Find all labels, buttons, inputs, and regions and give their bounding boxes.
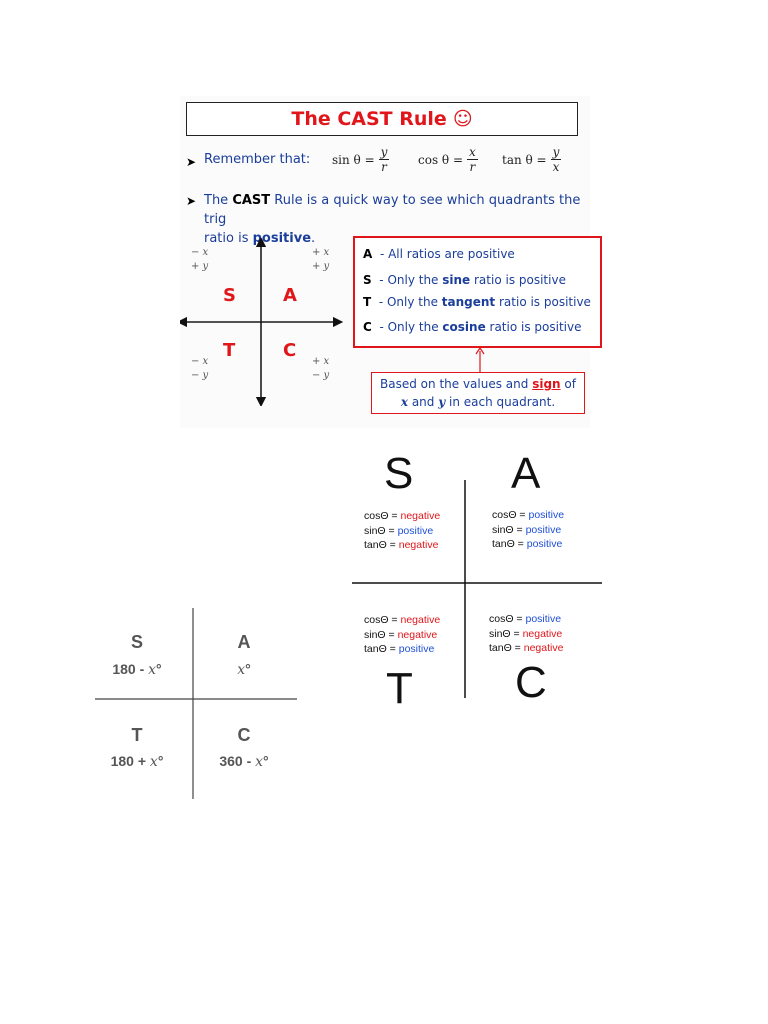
trig-row [489,627,563,642]
tan-formula [502,145,561,174]
remember-label: Remember that: [204,152,311,167]
desc-line2-pre: ratio is [204,231,253,246]
ratio-text-post: ratio is positive [485,320,582,334]
cos-denominator: r [469,160,476,174]
sign-note-x: x [400,395,408,409]
q2-coords [191,246,208,274]
trig-value: negative [397,628,438,641]
angle-var: x [237,662,246,678]
trig-row [489,612,563,627]
trig-value: negative [523,642,564,654]
sign-note-y: y [438,395,446,409]
left-letter-t: T [131,725,143,745]
sign-note-line-1 [372,375,584,393]
trig-row [492,523,564,538]
tan-lhs: tan θ = [502,152,547,167]
desc-positive-bold: positive [252,231,312,246]
trig-fn: tanΘ = [492,538,527,550]
quadrant-c-values [489,612,563,656]
q1-x: + x [312,247,330,258]
quadrant-letter-t: T [223,340,236,361]
ratio-text-pre: - Only the [379,320,443,334]
ratio-letter: C [363,320,372,334]
ratio-row-c [363,320,581,334]
angle-post: ° [156,661,162,677]
trig-row [364,509,440,524]
quadrant-letter-c: C [283,340,297,361]
angle-a [199,661,289,678]
desc-mid: Rule is a quick way to see which quadrants the trig [204,193,581,227]
trig-fn: sinΘ = [364,628,398,641]
trig-row [489,641,563,656]
ratio-text-post: ratio is positive [470,273,566,287]
sin-formula [332,145,389,174]
left-letter-c: C [237,725,251,745]
right-letter-a: A [511,449,541,498]
trig-value: positive [397,524,434,537]
angle-c [199,753,289,770]
trig-value: negative [400,510,441,522]
smiley-icon: ☺ [452,108,473,130]
bullet-arrow-icon-2: ➤ [186,194,197,208]
trig-value: negative [522,627,563,640]
angle-pre: 180 - [112,661,149,677]
angle-var: x [148,662,157,678]
sign-note-box [371,372,585,414]
angle-pre: 360 - [219,753,256,769]
quadrant-s-values [364,509,440,553]
q4-y: − y [312,370,330,381]
ratio-row-s [363,273,566,287]
cos-lhs: cos θ = [418,152,464,167]
trig-fn: cosΘ = [492,509,529,521]
trig-value: negative [400,614,441,626]
trig-fn: cosΘ = [364,614,401,626]
sign-note-pre: Based on the values and [380,377,533,391]
desc-pre: The [204,193,233,208]
angle-pre: 180 + [110,753,150,769]
ratio-letter: A [363,247,373,261]
page-title: The CAST Rule [291,108,447,130]
tan-denominator: x [552,160,560,174]
trig-row [364,642,440,657]
bullet-arrow-icon: ➤ [186,155,197,169]
desc-cast-bold: CAST [232,193,271,208]
up-arrow-icon [470,346,490,374]
quadrant-t-values [364,613,440,657]
trig-row [364,613,440,628]
trig-value: negative [398,539,439,551]
trig-row [492,508,564,523]
quadrant-letter-a: A [283,285,297,306]
right-letter-c: C [515,658,547,707]
q4-coords [312,355,329,383]
ratio-letter: T [363,295,372,309]
sign-note-and: and [408,395,439,409]
angle-post: ° [245,661,251,677]
q1-y: + y [312,261,330,272]
sign-note-sign: sign [532,377,561,391]
cos-formula [418,145,478,174]
q3-y: − y [191,370,209,381]
q2-y: + y [191,261,209,272]
trig-fn: sinΘ = [364,524,398,537]
angle-var: x [149,754,158,770]
trig-row [364,524,440,539]
ratio-text-pre: - Only the [379,273,443,287]
trig-value: positive [398,643,435,655]
cos-numerator: x [469,145,476,159]
q3-coords [191,355,208,383]
sign-note-line-2 [372,393,584,411]
ratio-row-a [363,247,515,261]
quadrant-letter-s: S [223,285,236,306]
tan-numerator: y [552,145,560,159]
ratio-text-bold: tangent [441,295,496,309]
ratio-rules-box [353,236,602,348]
quadrant-a-values [492,508,564,552]
desc-end: . [311,231,316,246]
trig-fn: cosΘ = [364,510,401,522]
ratio-text-bold: sine [442,273,471,287]
angle-s [92,661,182,678]
trig-value: positive [526,538,563,550]
ratio-text-post: ratio is positive [495,295,591,309]
q1-coords [312,246,329,274]
trig-fn: sinΘ = [489,627,523,640]
left-letter-s: S [130,632,143,652]
q4-x: + x [312,356,330,367]
trig-value: positive [525,523,562,536]
trig-value: positive [528,509,565,521]
trig-row [364,628,440,643]
trig-fn: sinΘ = [492,523,526,536]
angle-t [92,753,182,770]
trig-fn: tanΘ = [364,643,399,655]
trig-fn: tanΘ = [489,642,524,654]
trig-fn: cosΘ = [489,613,526,625]
sign-note-post: of [560,377,576,391]
left-letter-a: A [237,632,251,652]
ratio-row-t [363,295,591,309]
trig-value: positive [525,613,562,625]
trig-fn: tanΘ = [364,539,399,551]
trig-row [364,538,440,553]
ratio-text: - All ratios are positive [379,247,515,261]
sign-note-end: in each quadrant. [445,395,556,409]
ratio-text-bold: cosine [442,320,486,334]
right-letter-s: S [384,449,414,498]
ratio-text-pre: - Only the [378,295,442,309]
cast-rule-title-box [186,102,578,136]
trig-row [492,537,564,552]
sin-denominator: r [381,160,387,174]
q3-x: − x [191,356,209,367]
sin-numerator: y [380,145,388,159]
angle-post: ° [263,753,269,769]
ratio-letter: S [363,273,372,287]
angle-var: x [255,754,264,770]
q2-x: − x [191,247,209,258]
angle-post: ° [157,753,164,769]
sin-lhs: sin θ = [332,152,375,167]
right-letter-t: T [386,664,413,713]
